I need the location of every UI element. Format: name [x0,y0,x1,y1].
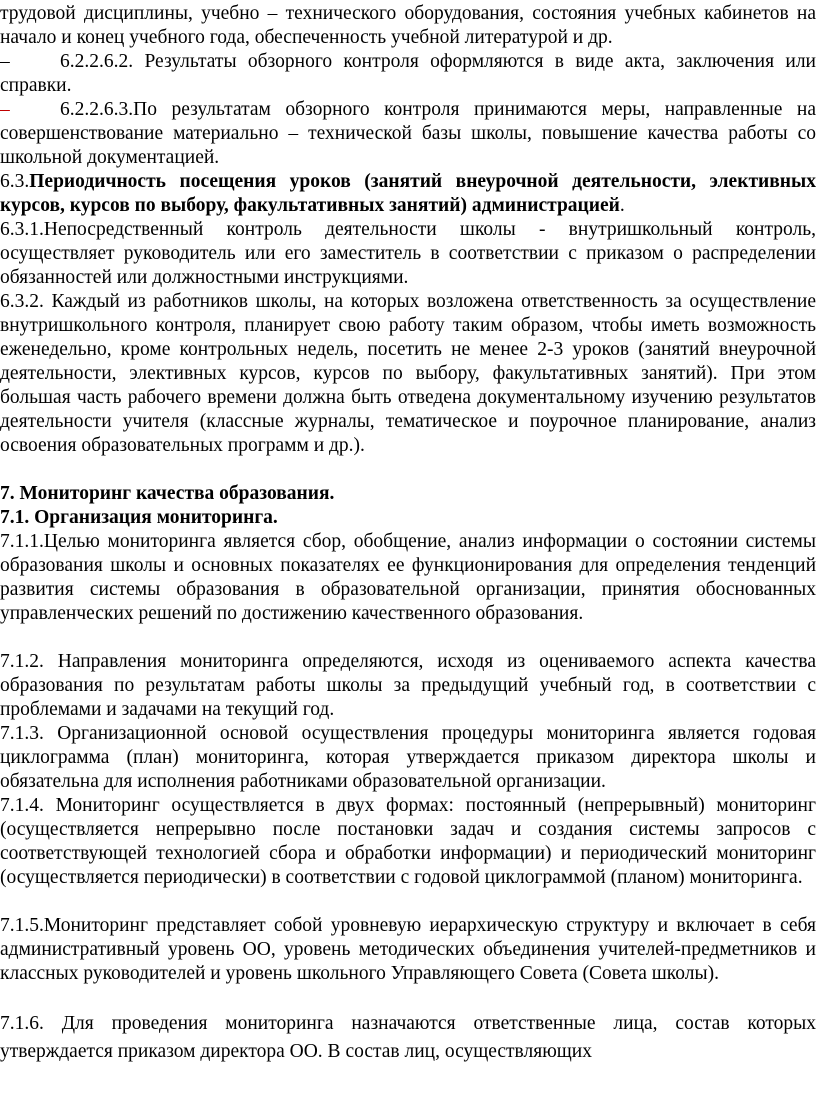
paragraph-6-2-2-6-3: – 6.2.2.6.3.По результатам обзорного контроля принимаются меры, направленные на совершенствование материально – технической базы школы, повышение качества работы со школьной документацией. [0,99,816,168]
section-7-1-heading: 7.1. Организация мониторинга. [0,507,278,528]
paragraph-7-1-5: 7.1.5.Мониторинг представляет собой уровневую иерархическую структуру и включает в себя административный уровень ОО, уровень методических объединения учителей-предметников и классных руководителей и уровень школьного Управляющего Совета (Совета школы). [0,915,816,984]
list-dash-red: – [0,99,10,120]
paragraph-7-1-1: 7.1.1.Целью мониторинга является сбор, обобщение, анализ информации о состоянии системы образования школы и основных показателях ее функционирования для определения тенденций развития системы образования в образовательной организации, принятия обоснованных управленческих решений по достижению качественного образования. [0,531,816,624]
section-7-heading: 7. Мониторинг качества образования. [0,483,335,504]
paragraph-7-1-6: 7.1.6. Для проведения мониторинга назначаются ответственные лица, состав которых утверждается приказом директора ОО. В состав лиц, осуществляющих [0,1013,816,1062]
paragraph-7-1-2: 7.1.2. Направления мониторинга определяются, исходя из оцениваемого аспекта качества образования по результатам работы школы за предыдущий учебный год, в соответствии с проблемами и задачами на текущий год. [0,651,816,720]
paragraph-6-3-1: 6.3.1.Непосредственный контроль деятельности школы - внутришкольный контроль, осуществляет руководитель или его заместитель в соответствии с приказом о распределении обязанностей или должностными инструкциями. [0,219,816,288]
paragraph-7-1-3: 7.1.3. Организационной основой осуществления процедуры мониторинга является годовая циклограмма (план) мониторинга, которая утверждается приказом директора школы и обязательна для исполнения работниками образовательной организации. [0,723,816,792]
paragraph-7-1-4: 7.1.4. Мониторинг осуществляется в двух формах: постоянный (непрерывный) мониторинг (осуществляется непрерывно после постановки задач и создания системы запросов с соответствующей технологией сбора и обработки информации) и периодический мониторинг (осуществляется периодически) в соответствии с годовой циклограммой (планом) мониторинга. [0,795,816,888]
section-6-3-bold-title: Периодичность посещения уроков (занятий внеурочной деятельности, элективных курсов, курсов по выбору, факультативных занятий) администрацией [0,171,816,216]
paragraph-6-3-2: 6.3.2. Каждый из работников школы, на которых возложена ответственность за осуществление внутришкольного контроля, планирует свою работу таким образом, чтобы иметь возможность еженедельно, кроме контрольных недель, посетить не менее 2-3 уроков (занятий внеурочной деятельности, элективных курсов, курсов по выбору, факультативных занятий). При этом большая часть рабочего времени должна быть отведена документальному изучению результатов деятельности учителя (классные журналы, тематическое и поурочное планирование, анализ освоения образовательных программ и др.). [0,291,816,456]
paragraph-6-2-2-6-2: – 6.2.2.6.2. Результаты обзорного контроля оформляются в виде акта, заключения или справки. [0,51,816,96]
paragraph-continuation: трудовой дисциплины, учебно – технического оборудования, состояния учебных кабинетов на начало и конец учебного года, обеспеченность учебной литературой и др. [0,3,816,48]
list-dash: – [0,51,10,72]
section-6-3-heading: 6.3.Периодичность посещения уроков (занятий внеурочной деятельности, элективных курсов, курсов по выбору, факультативных занятий) администрацией. [0,171,816,216]
